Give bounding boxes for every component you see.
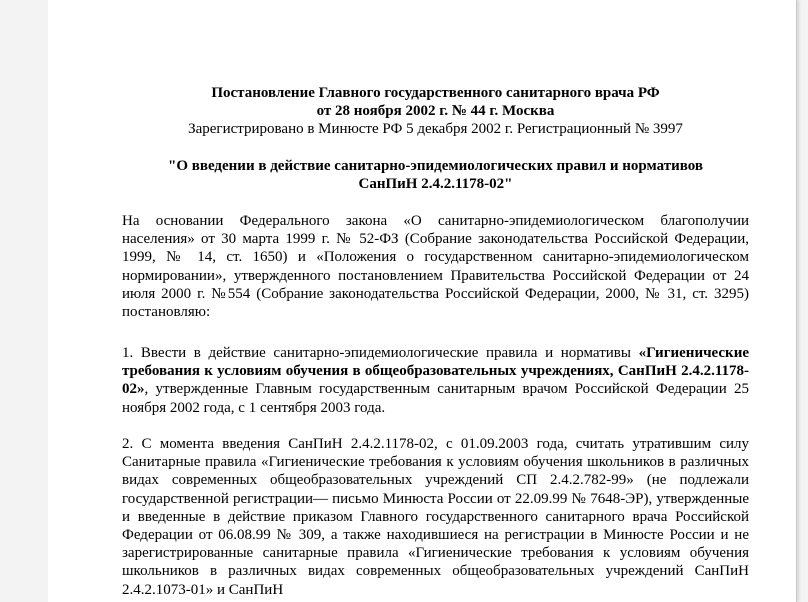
title-line-1: "О введении в действие санитарно-эпидемиологических правил и нормативов (168, 158, 703, 174)
document-title (122, 157, 749, 193)
item-1-tail: , утвержденные Главным государственным санитарным врачом Российской Федерации 25 ноября 2002 года, с 1 сентября 2003 года. (122, 381, 749, 416)
paragraph-preamble: На основании Федерального закона «О санитарно-эпидемиологическом благополучии населения» от 30 марта 1999 г. № 52-ФЗ (Собрание законодательства Российской Федерации, 1999, № 14, ст. 1650) и «Положения о государственном санитарно-эпидемиологическом нормировании», утвержденного постановлением Правительства Российской Федерации от 24 июля 2000 г. №554 (Собрание законодательства Российской Федерации, 2000, № 31, ст. 3295) постановляю: (122, 213, 749, 321)
item-1-bold-title: «Гигиенические требования к условиям обучения в общеобразовательных учреждениях, СанПиН 2.4.2.1178-02» (122, 345, 749, 398)
paragraph-item-1 (122, 344, 749, 417)
header-issuer: Постановление Главного государственного санитарного врача РФ (211, 85, 660, 101)
document-header (122, 84, 749, 139)
title-line-2: СанПиН 2.4.2.1178-02" (358, 176, 513, 193)
header-registration: Зарегистрировано в Минюсте РФ 5 декабря 2002 г. Регистрационный № 3997 (188, 121, 683, 138)
document-body[interactable] (122, 0, 749, 602)
header-date-number: от 28 ноября 2002 г. № 44 г. Москва (316, 103, 555, 120)
paragraph-item-2: 2. С момента введения СанПиН 2.4.2.1178-02, с 01.09.2003 года, считать утратившим силу Санитарные правила «Гигиенические требования к условиям обучения школьников в различных видах современных общеобразовательных учреждений СП 2.4.2.782-99» (не подлежали государственной регистрации— письмо Минюста России от 22.09.99 № 7648-ЭР), утвержденные и введенные в действие приказом Главного государственного санитарного врача Российской Федерации от 06.08.99 № 309, а также находившиеся на регистрации в Минюсте России и не зарегистрированные санитарные правила «Гигиенические требования к условиям обучения школьников в различных видах современных общеобразовательных учреждений СанПиН 2.4.2.1073-01» и СанПиН (122, 436, 749, 598)
item-1-lead: 1. Ввести в действие санитарно-эпидемиологические правила и нормативы (122, 345, 639, 361)
